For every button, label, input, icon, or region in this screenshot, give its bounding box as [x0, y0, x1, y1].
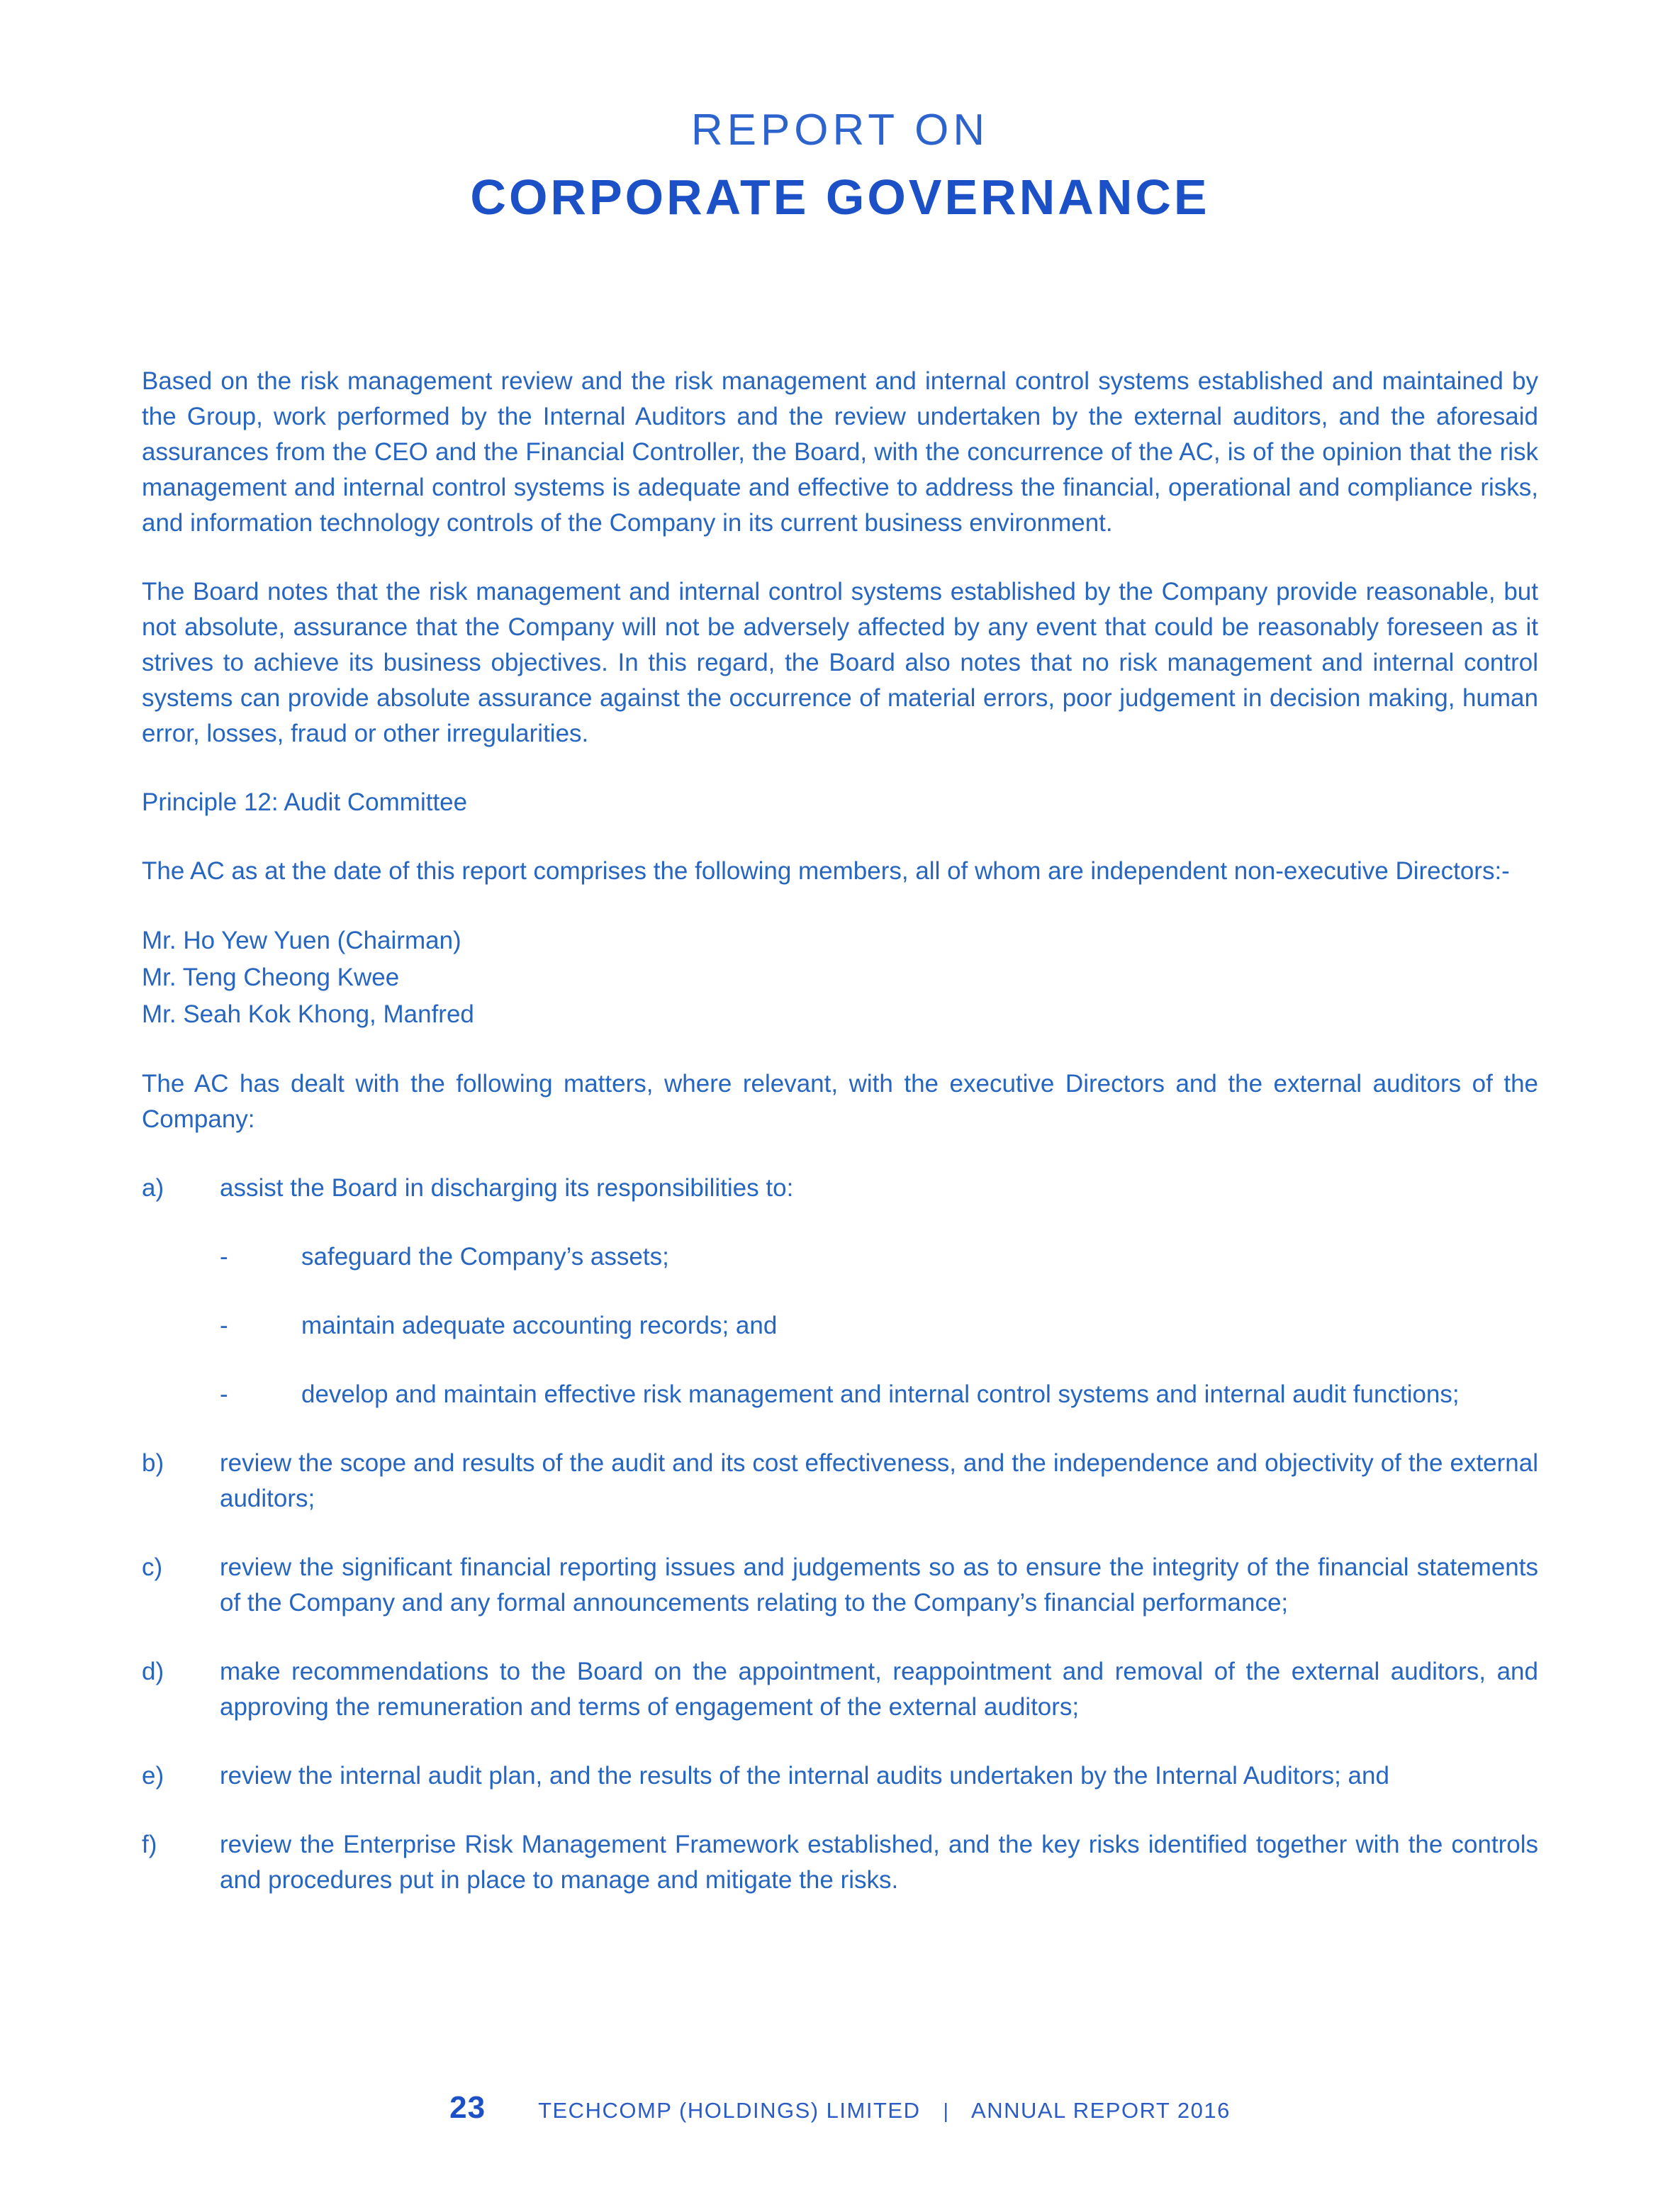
matter-item [142, 1827, 1538, 1898]
matter-item [142, 1550, 1538, 1621]
matter-subitem-text: maintain adequate accounting records; and [301, 1312, 778, 1340]
matter-subitem-text: safeguard the Company’s assets; [301, 1243, 669, 1271]
matter-item-text: review the internal audit plan, and the results of the internal audits undertaken by the Internal Auditors; and [220, 1762, 1389, 1790]
paragraph-board-notes: The Board notes that the risk management and internal control systems established by the Company provide reasonable, but not absolute, assurance that the Company will not be adversely affected by any event that could be reasonably foreseen as it strives to achieve its business objectives. In this regard, the Board also notes that no risk management and internal control systems can provide absolute assurance against the occurrence of material errors, poor judgement in decision making, human error, losses, fraud or other irregularities. [142, 578, 1538, 748]
matters-list [142, 1171, 1538, 1898]
matter-item [142, 1171, 1538, 1206]
matter-item-label: b) [142, 1449, 164, 1478]
matter-item-text: review the Enterprise Risk Management Framework established, and the key risks identified together with the controls and procedures put in place to manage and mitigate the risks. [220, 1831, 1538, 1894]
matter-item-label: a) [142, 1174, 164, 1202]
matter-item-text: make recommendations to the Board on the appointment, reappointment and removal of the external auditors, and approving the remuneration and terms of engagement of the external auditors; [220, 1658, 1538, 1721]
matter-subitem-text: develop and maintain effective risk management and internal control systems and internal audit functions; [301, 1380, 1460, 1409]
member-list [142, 922, 1538, 1033]
page-number: 23 [449, 2090, 486, 2125]
title-line-2: CORPORATE GOVERNANCE [470, 169, 1210, 225]
title-line-1: REPORT ON [690, 106, 990, 155]
matter-subitem-label: - [220, 1243, 228, 1271]
member-line: Mr. Ho Yew Yuen (Chairman) [142, 927, 461, 955]
member-line: Mr. Seah Kok Khong, Manfred [142, 1000, 474, 1029]
matter-subitem-label: - [220, 1380, 228, 1409]
document-body [142, 364, 1538, 1898]
matter-item-text: review the significant financial reporting issues and judgements so as to ensure the integrity of the financial statements of the Company and any formal announcements relating to the Company’s financial performance; [220, 1553, 1538, 1617]
matter-subitem [142, 1377, 1538, 1412]
matter-item [142, 1758, 1538, 1794]
member-line: Mr. Teng Cheong Kwee [142, 964, 400, 992]
paragraph-risk-review: Based on the risk management review and the risk management and internal control systems established and maintained by the Group, work performed by the Internal Auditors and the review undertaken by the external auditors, and the aforesaid assurances from the CEO and the Financial Controller, the Board, with the concurrence of the AC, is of the opinion that the risk management and internal control systems is adequate and effective to address the financial, operational and compliance risks, and information technology controls of the Company in its current business environment. [142, 367, 1538, 537]
footer-report-title: ANNUAL REPORT 2016 [971, 2098, 1231, 2123]
matter-subitem [142, 1308, 1538, 1344]
section-heading-principle-12: Principle 12: Audit Committee [142, 788, 468, 817]
matter-item-label: f) [142, 1831, 157, 1859]
matter-item-label: c) [142, 1553, 163, 1582]
matter-item-label: d) [142, 1658, 164, 1686]
matter-item-label: e) [142, 1762, 164, 1790]
matter-subitem-label: - [220, 1312, 228, 1340]
matter-item-text: assist the Board in discharging its responsibilities to: [220, 1174, 794, 1202]
paragraph-matters-intro: The AC has dealt with the following matters, where relevant, with the executive Directors and the external auditors of the Company: [142, 1070, 1538, 1134]
matter-item [142, 1446, 1538, 1517]
footer-separator: | [943, 2100, 949, 2123]
footer-company-name: TECHCOMP (HOLDINGS) LIMITED [538, 2098, 921, 2123]
matter-item-text: review the scope and results of the audit and its cost effectiveness, and the independence and objectivity of the external auditors; [220, 1449, 1538, 1513]
matter-item [142, 1654, 1538, 1725]
paragraph-members-intro: The AC as at the date of this report comprises the following members, all of whom are independent non-executive Directors:- [142, 857, 1510, 886]
document-title [0, 0, 1680, 225]
matter-subitem [142, 1239, 1538, 1275]
page-footer [0, 2090, 1680, 2126]
